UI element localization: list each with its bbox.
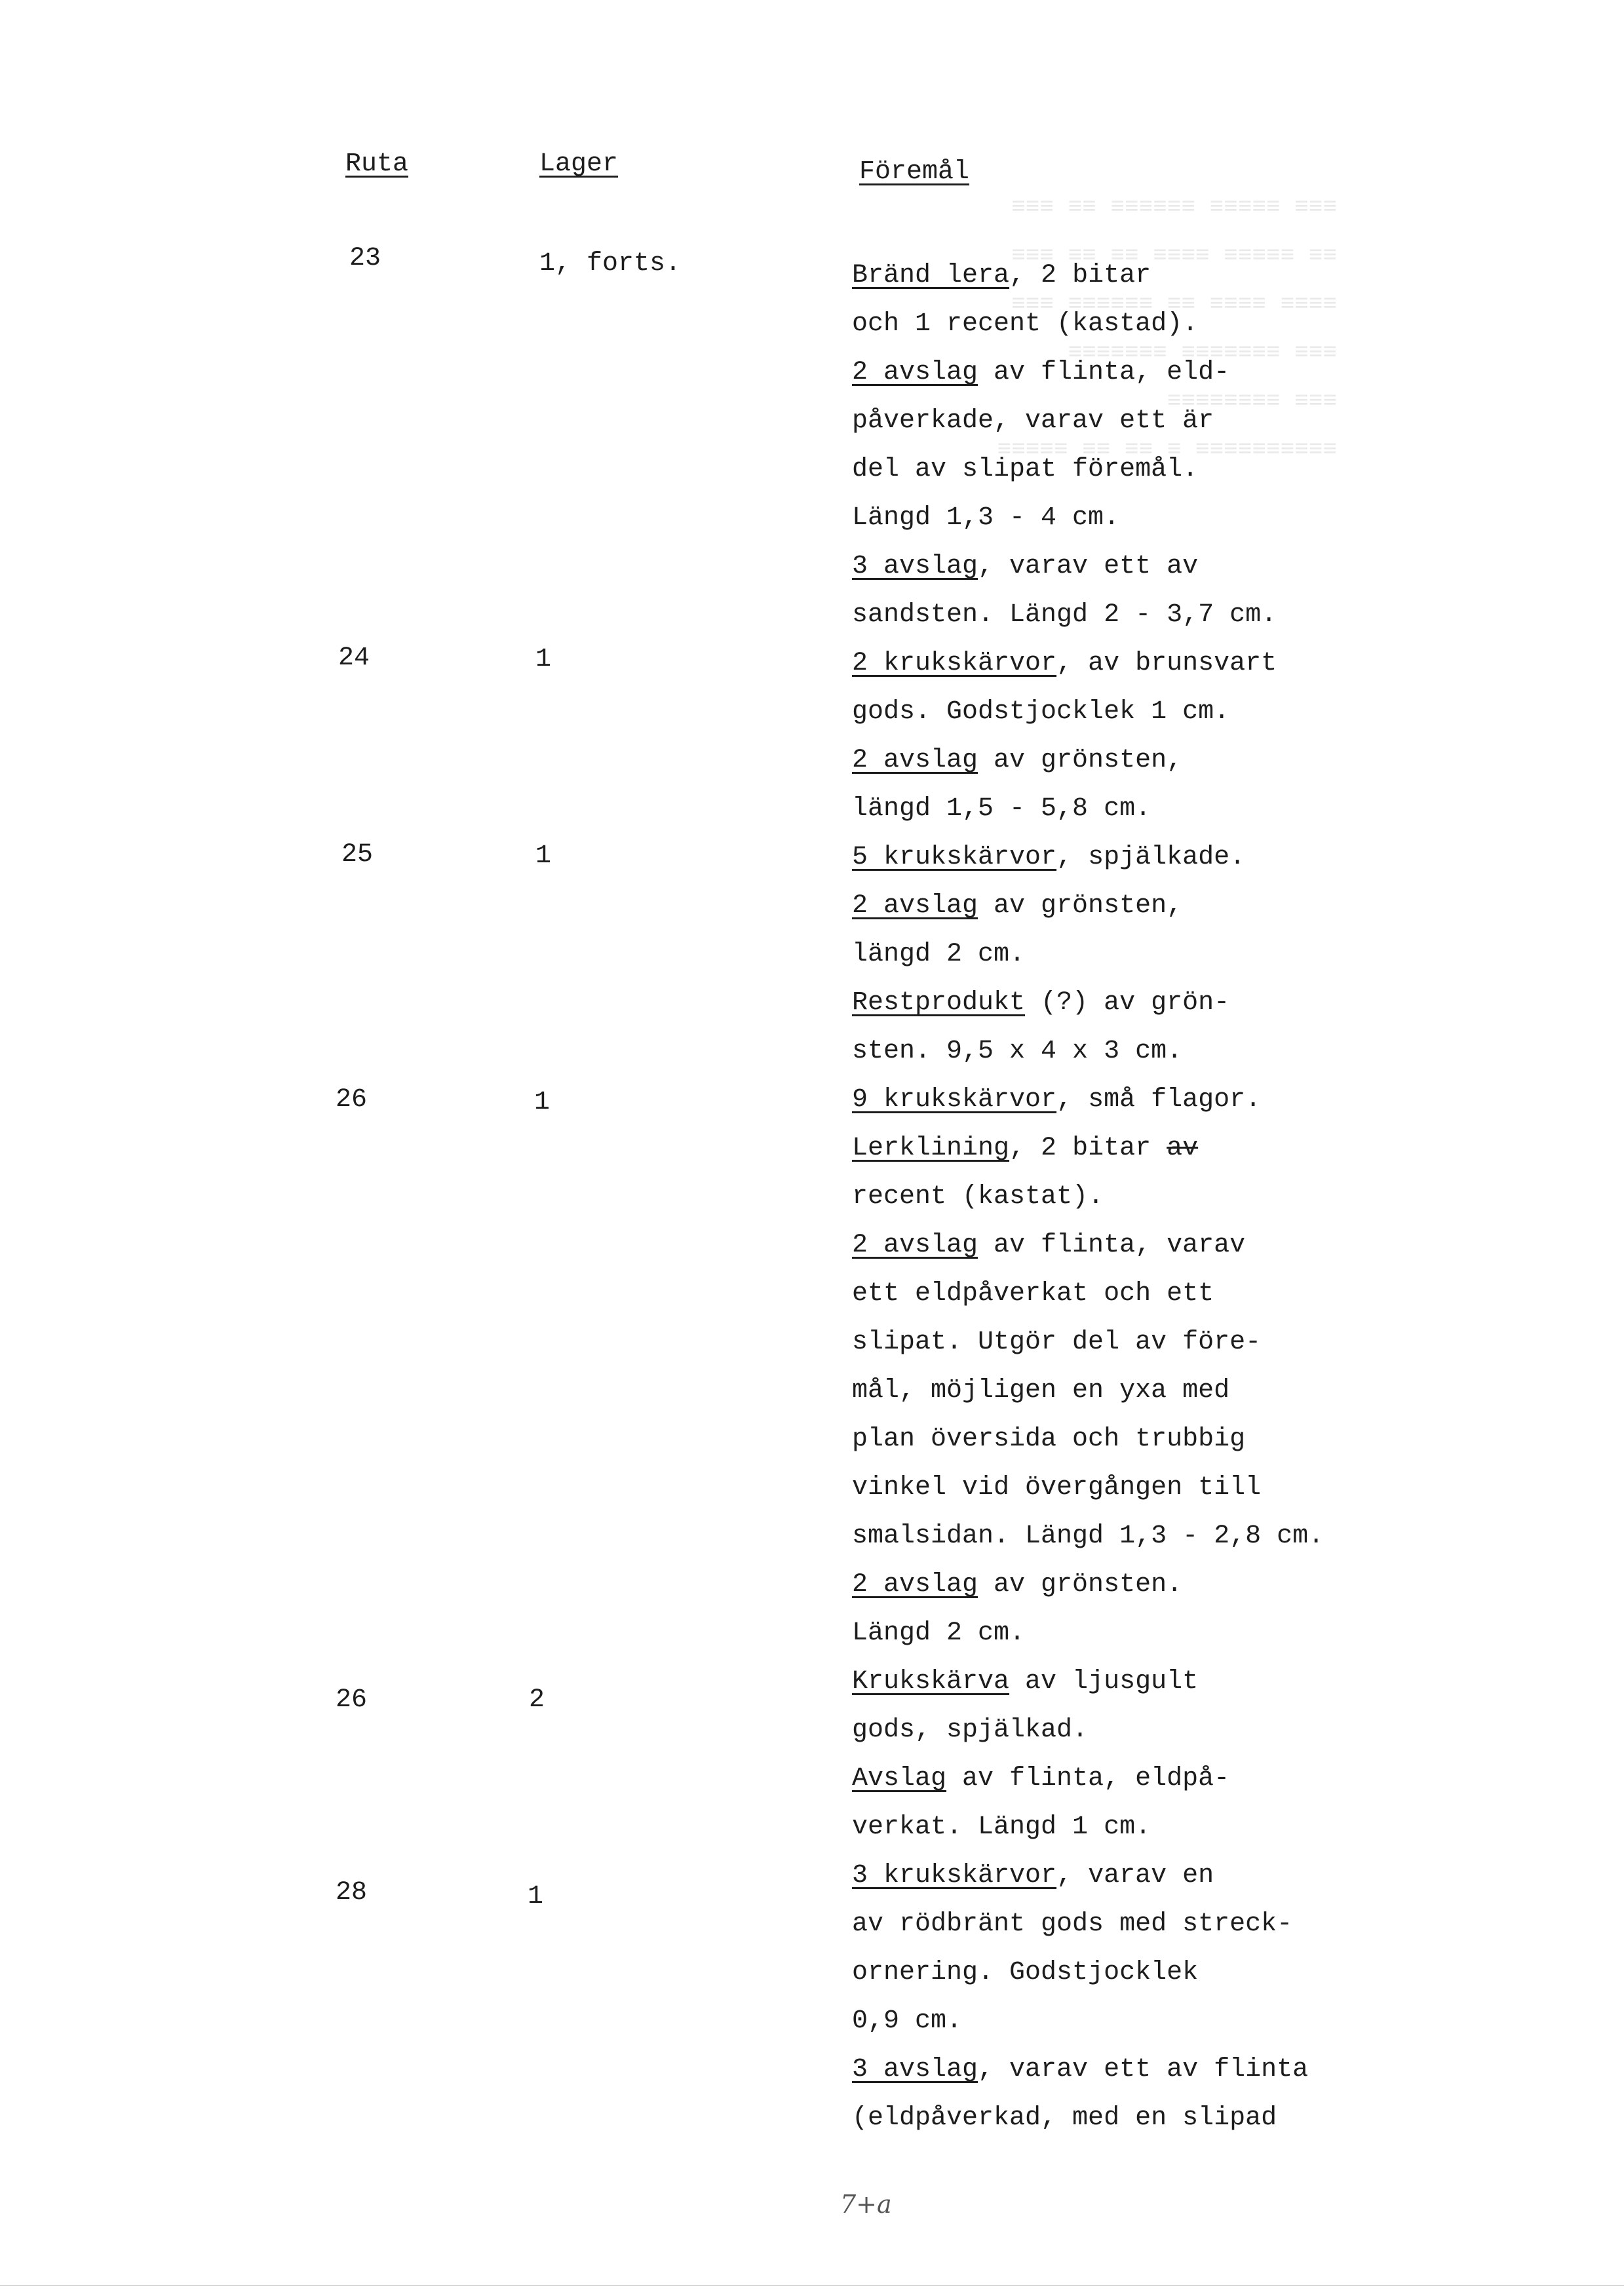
header-lager: Lager: [539, 149, 619, 179]
item-text: av grönsten,: [978, 891, 1183, 921]
ruta-cell: 26: [336, 1685, 368, 1715]
lager-cell: 1: [535, 841, 552, 871]
item-text: påverkade, varav ett är: [852, 406, 1214, 436]
item-term: 2 krukskärvor: [852, 649, 1057, 678]
ruta-cell: 23: [349, 244, 381, 273]
item-text: (eldpåverkad, med en slipad: [852, 2103, 1277, 2133]
item-term: 2 avslag: [852, 891, 978, 921]
item-text: av flinta, eld-: [978, 358, 1230, 387]
item-text: (?) av grön-: [1025, 988, 1230, 1018]
desc-line: [852, 1852, 1324, 1900]
struck-text: av: [1167, 1134, 1199, 1163]
ruta-cell: 25: [341, 840, 374, 870]
item-text: gods. Godstjocklek 1 cm.: [852, 697, 1230, 727]
item-text: av flinta, eldpå-: [946, 1764, 1230, 1793]
item-text: , spjälkade.: [1056, 843, 1246, 872]
bleed-through-texture: ≡≡≡ ≡≡≡≡≡ ≡≡≡≡≡≡ ≡≡ ≡≡≡ ≡≡ ≡≡≡≡≡ ≡≡≡≡ ≡≡ ≡≡ ≡≡≡ ≡≡≡≡ ≡≡≡≡ ≡≡ ≡≡≡≡≡≡ ≡≡≡ ≡≡≡ ≡≡≡≡≡≡≡ ≡≡≡≡≡≡≡ ≡≡≡ ≡≡≡≡≡≡≡≡ ≡≡≡≡≡≡≡≡≡≡ ≡ ≡≡ ≡≡ ≡≡≡≡≡: [997, 194, 1337, 463]
desc-line: [852, 833, 1324, 882]
desc-line: [852, 300, 1324, 349]
desc-line: [852, 737, 1324, 785]
item-text: slipat. Utgör del av före-: [852, 1328, 1262, 1357]
lager-cell: 1: [535, 645, 552, 674]
desc-line: [852, 979, 1324, 1027]
desc-line: [852, 252, 1324, 300]
item-text: Längd 1,3 - 4 cm.: [852, 503, 1120, 533]
desc-line: [852, 1270, 1324, 1318]
item-term: 2 avslag: [852, 1231, 978, 1260]
desc-line: [852, 1997, 1324, 2046]
item-text: , varav en: [1056, 1861, 1214, 1890]
item-text: av flinta, varav: [978, 1231, 1246, 1260]
desc-line: [852, 1949, 1324, 1997]
item-text: ett eldpåverkat och ett: [852, 1279, 1214, 1309]
item-text: mål, möjligen en yxa med: [852, 1376, 1230, 1406]
desc-line: [852, 349, 1324, 397]
item-text: , 2 bitar: [1009, 261, 1151, 290]
desc-line: [852, 543, 1324, 591]
page-edge-line: [0, 2285, 1624, 2286]
desc-line: [852, 446, 1324, 494]
item-term: 5 krukskärvor: [852, 843, 1057, 872]
header-ruta: Ruta: [345, 149, 409, 179]
item-text: , varav ett av: [978, 552, 1199, 581]
item-text: , 2 bitar: [1009, 1134, 1167, 1163]
desc-line: [852, 1609, 1324, 1658]
item-text: av rödbränt gods med streck-: [852, 1909, 1293, 1939]
foremal-column: [852, 252, 1324, 2143]
desc-line: [852, 1367, 1324, 1415]
desc-line: [852, 688, 1324, 737]
item-term: 2 avslag: [852, 746, 978, 775]
item-term: 2 avslag: [852, 1570, 978, 1599]
page-number: 7+a: [840, 2190, 892, 2219]
item-term: Lerklining: [852, 1134, 1010, 1163]
desc-line: [852, 1173, 1324, 1221]
desc-line: [852, 1124, 1324, 1173]
ruta-cell: 26: [336, 1085, 368, 1115]
item-term: Bränd lera: [852, 261, 1010, 290]
ruta-cell: 28: [336, 1878, 368, 1907]
item-term: 3 avslag: [852, 2055, 978, 2084]
desc-line: [852, 1076, 1324, 1124]
desc-line: [852, 1221, 1324, 1270]
desc-line: [852, 1027, 1324, 1076]
desc-line: [852, 1415, 1324, 1464]
item-text: , små flagor.: [1056, 1085, 1262, 1115]
desc-line: [852, 1561, 1324, 1609]
header-foremal: Föremål: [859, 157, 970, 187]
desc-line: [852, 1512, 1324, 1561]
item-text: sten. 9,5 x 4 x 3 cm.: [852, 1037, 1183, 1066]
item-text: 0,9 cm.: [852, 2006, 963, 2036]
desc-line: [852, 640, 1324, 688]
item-text: av grönsten.: [978, 1570, 1183, 1599]
item-text: av ljusgult: [1009, 1667, 1199, 1696]
desc-line: [852, 397, 1324, 446]
item-text: plan översida och trubbig: [852, 1425, 1246, 1454]
desc-line: [852, 2094, 1324, 2143]
desc-line: [852, 591, 1324, 640]
item-term: Restprodukt: [852, 988, 1026, 1018]
item-text: ornering. Godstjocklek: [852, 1958, 1199, 1987]
item-term: Krukskärva: [852, 1667, 1010, 1696]
item-text: Längd 2 cm.: [852, 1618, 1026, 1648]
item-text: av grönsten,: [978, 746, 1183, 775]
item-text: , varav ett av flinta: [978, 2055, 1309, 2084]
item-text: vinkel vid övergången till: [852, 1473, 1262, 1502]
item-text: längd 2 cm.: [852, 940, 1026, 969]
item-text: verkat. Längd 1 cm.: [852, 1812, 1151, 1842]
lager-cell: 1: [528, 1882, 544, 1911]
item-text: smalsidan. Längd 1,3 - 2,8 cm.: [852, 1521, 1324, 1551]
item-text: gods, spjälkad.: [852, 1715, 1089, 1745]
desc-line: [852, 2046, 1324, 2094]
item-text: sandsten. Längd 2 - 3,7 cm.: [852, 600, 1277, 630]
item-term: Avslag: [852, 1764, 947, 1793]
lager-cell: 2: [529, 1685, 545, 1715]
desc-line: [852, 1755, 1324, 1803]
item-term: 9 krukskärvor: [852, 1085, 1057, 1115]
desc-line: [852, 785, 1324, 833]
desc-line: [852, 1803, 1324, 1852]
desc-line: [852, 1318, 1324, 1367]
ruta-cell: 24: [338, 643, 370, 673]
lager-cell: 1: [534, 1088, 551, 1117]
item-text: del av slipat föremål.: [852, 455, 1199, 484]
desc-line: [852, 494, 1324, 543]
item-term: 2 avslag: [852, 358, 978, 387]
desc-line: [852, 1706, 1324, 1755]
item-text: och 1 recent (kastad).: [852, 309, 1199, 339]
item-text: recent (kastat).: [852, 1182, 1104, 1212]
desc-line: [852, 1658, 1324, 1706]
lager-cell: 1, forts.: [539, 249, 682, 278]
item-text: längd 1,5 - 5,8 cm.: [852, 794, 1151, 824]
desc-line: [852, 882, 1324, 930]
item-term: 3 krukskärvor: [852, 1861, 1057, 1890]
desc-line: [852, 1900, 1324, 1949]
desc-line: [852, 1464, 1324, 1512]
desc-line: [852, 930, 1324, 979]
item-text: , av brunsvart: [1056, 649, 1277, 678]
item-term: 3 avslag: [852, 552, 978, 581]
